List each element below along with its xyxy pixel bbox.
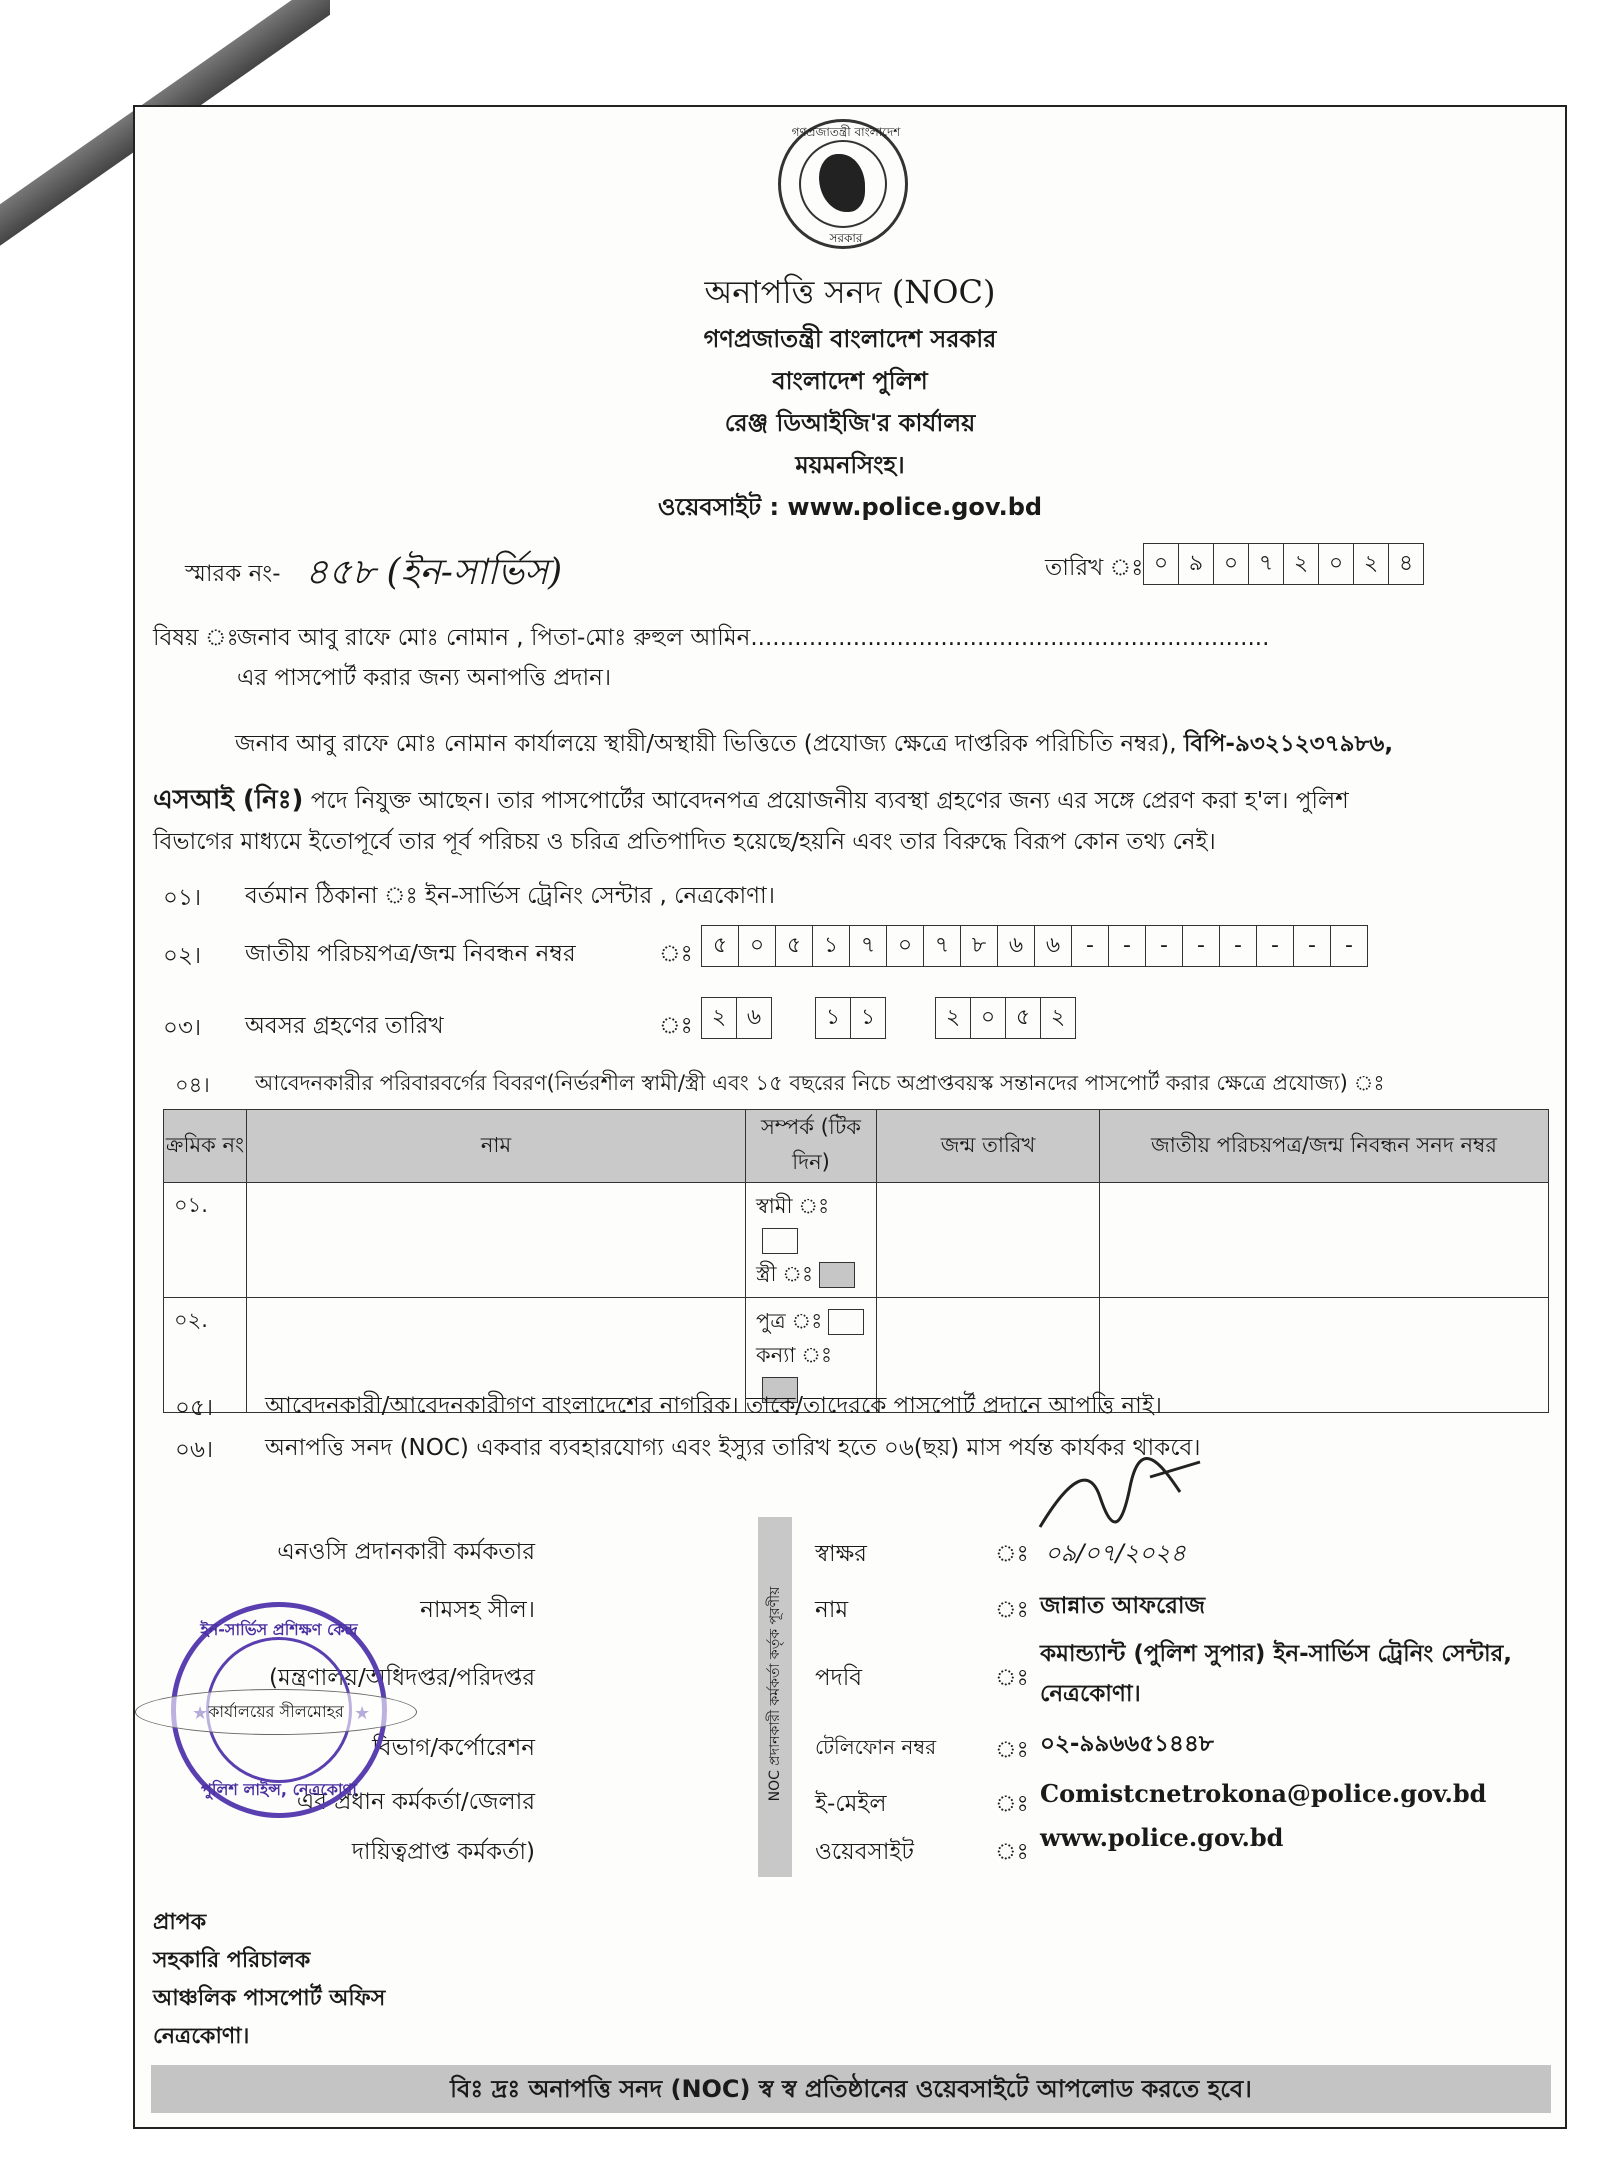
para-line-3: বিভাগের মাধ্যমে ইতোপূর্বে তার পূর্ব পরিচয় ও চরিত্র প্রতিপাদিত হয়েছে/হয়নি এবং তার বিরুদ্ধে বিরূপ কোন তথ্য নেই। xyxy=(153,829,1216,855)
family-table xyxy=(163,1109,1549,1413)
officer-designation-2: নেত্রকোণা। xyxy=(1040,1681,1141,1707)
husband-checkbox[interactable] xyxy=(762,1228,798,1254)
officer-left-3: (মন্ত্রণালয়/অধিদপ্তর/পরিদপ্তর xyxy=(269,1665,535,1691)
table-row xyxy=(164,1183,1549,1298)
name-label: নাম xyxy=(815,1597,849,1623)
item-4-number: ০৪। xyxy=(175,1073,210,1097)
col-relation: সম্পর্ক (টিক দিন) xyxy=(746,1110,877,1183)
memo-label: স্মারক নং- xyxy=(185,561,281,587)
nid-label: জাতীয় পরিচয়পত্র/জন্ম নিবন্ধন নম্বর xyxy=(245,941,576,967)
email-colon: ঃ xyxy=(995,1791,1029,1817)
officer-left-2: নামসহ সীল। xyxy=(420,1597,535,1623)
website-label: ওয়েবসাইট xyxy=(815,1839,914,1865)
retirement-day: ২ ৬ xyxy=(701,997,772,1039)
emblem-ring-top: গণপ্রজাতন্ত্রী বাংলাদেশ xyxy=(791,125,901,139)
officer-left-6: দায়িত্বপ্রাপ্ত কর্মকর্তা) xyxy=(351,1839,535,1865)
col-nid: জাতীয় পরিচয়পত্র/জন্ম নিবন্ধন সনদ নম্বর xyxy=(1100,1110,1549,1183)
present-address: বর্তমান ঠিকানা ঃ ইন-সার্ভিস ট্রেনিং সেন্টার , নেত্রকোণা। xyxy=(245,883,775,909)
gov-name: গণপ্রজাতন্ত্রী বাংলাদেশ সরকার xyxy=(703,325,997,353)
officer-telephone: ০২-৯৯৬৬৫১৪৪৮ xyxy=(1040,1731,1214,1757)
item-3-number: ০৩। xyxy=(163,1015,202,1041)
officer-email[interactable]: Comistcnetrokona@police.gov.bd xyxy=(1040,1779,1487,1808)
citizenship-statement: আবেদনকারী/আবেদনকারীগণ বাংলাদেশের নাগরিক। তাকে/তাদেরকে পাসপোর্ট প্রদানে আপত্তি নাই। xyxy=(265,1393,1163,1419)
noc-document xyxy=(133,105,1567,2129)
vertical-note: NOC প্রদানকারী কর্মকর্তা কর্তৃক পূরণীয় xyxy=(767,1586,783,1802)
seal-label: কার্যালয়ের সীলমোহর xyxy=(135,1689,417,1735)
designation-label: পদবি xyxy=(815,1665,863,1691)
telephone-label: টেলিফোন নম্বর xyxy=(815,1735,937,1759)
nid-boxes: ৫ ০ ৫ ১ ৭ ০ ৭ ৮ ৬ ৬ - - - - - - - - xyxy=(701,925,1368,967)
item-1-number: ০১। xyxy=(163,885,202,911)
signature-scribble xyxy=(1030,1457,1210,1547)
col-name: নাম xyxy=(247,1110,746,1183)
officer-website[interactable]: www.police.gov.bd xyxy=(1040,1823,1284,1852)
family-details-label: আবেদনকারীর পরিবারবর্গের বিবরণ(নির্ভরশীল স্বামী/স্ত্রী এবং ১৫ বছরের নিচে অপ্রাপ্তবয়স্ক সন্তানদের পাসপোর্ট করার ক্ষেত্রে প্রযোজ্য) ঃ xyxy=(255,1071,1385,1095)
government-emblem xyxy=(778,119,908,249)
row-birthdate-cell[interactable] xyxy=(877,1183,1100,1298)
item-6-number: ০৬। xyxy=(175,1437,214,1463)
vertical-note-bar xyxy=(758,1517,792,1877)
memo-number: ৪৫৮ (ইন-সার্ভিস) xyxy=(305,552,563,593)
para-line-1: জনাব আবু রাফে মোঃ নোমান কার্যালয়ে স্থায়ী/অস্থায়ী ভিত্তিতে (প্রযোজ্য ক্ষেত্রে দাপ্তরিক পরিচিতি নম্বর), বিপি-৯৩২১২৩৭৯৮৬, xyxy=(235,731,1394,757)
validity-statement: অনাপত্তি সনদ (NOC) একবার ব্যবহারযোগ্য এবং ইস্যুর তারিখ হতে ০৬(ছয়) মাস পর্যন্ত কার্যকর থাকবে। xyxy=(265,1435,1201,1461)
seal-top-text: ইন-সার্ভিস প্রশিক্ষণ কেন্দ্র xyxy=(200,1620,358,1639)
row-relation-cell: স্বামী ঃ স্ত্রী ঃ xyxy=(746,1183,877,1298)
website-colon: ঃ xyxy=(995,1839,1029,1865)
signature-colon: ঃ xyxy=(995,1541,1029,1567)
recipient-1: প্রাপক xyxy=(153,1910,207,1935)
retirement-year: ২ ০ ৫ ২ xyxy=(935,997,1076,1039)
wife-checkbox[interactable] xyxy=(819,1262,855,1288)
date-boxes: ০ ৯ ০ ৭ ২ ০ ২ ৪ xyxy=(1143,543,1424,585)
signature-date: ০৯/০৭/২০২৪ xyxy=(1045,1539,1186,1567)
subject-line-1: জনাব আবু রাফে মোঃ নোমান , পিতা-মোঃ রুহুল আমিন....................................................................... xyxy=(237,625,1270,651)
office-name: রেঞ্জ ডিআইজি'র কার্যালয় xyxy=(724,409,976,437)
subject-line-2: এর পাসপোর্ট করার জন্য অনাপত্তি প্রদান। xyxy=(237,665,612,691)
name-colon: ঃ xyxy=(995,1597,1029,1623)
row-relation-cell: পুত্র ঃ কন্যা ঃ xyxy=(746,1298,877,1413)
doc-title: অনাপত্তি সনদ (NOC) xyxy=(704,273,996,311)
recipient-3: আঞ্চলিক পাসপোর্ট অফিস xyxy=(153,1986,386,2011)
nid-colon: ঃ xyxy=(659,941,693,967)
date-label: তারিখ ঃ xyxy=(1045,555,1144,581)
header-website: ওয়েবসাইট : www.police.gov.bd xyxy=(657,493,1043,521)
designation-colon: ঃ xyxy=(995,1665,1029,1691)
seal-bottom-text: পুলিশ লাইন্স, নেত্রকোণা xyxy=(201,1780,357,1799)
recipient-2: সহকারি পরিচালক xyxy=(153,1948,311,1973)
row-serial: ০২. xyxy=(164,1298,247,1413)
row-name-cell[interactable] xyxy=(247,1183,746,1298)
officer-designation: কমান্ড্যান্ট (পুলিশ সুপার) ইন-সার্ভিস ট্রেনিং সেন্টার, xyxy=(1040,1641,1513,1667)
footer-note: বিঃ দ্রঃ অনাপত্তি সনদ (NOC) স্ব স্ব প্রতিষ্ঠানের ওয়েবসাইটে আপলোড করতে হবে। xyxy=(151,2065,1551,2113)
officer-name: জান্নাত আফরোজ xyxy=(1040,1593,1206,1619)
row-serial: ০১. xyxy=(164,1183,247,1298)
telephone-colon: ঃ xyxy=(995,1737,1029,1763)
retirement-month: ১ ১ xyxy=(815,997,886,1039)
para-line-2: এসআই (নিঃ) পদে নিযুক্ত আছেন। তার পাসপোর্টের আবেদনপত্র প্রয়োজনীয় ব্যবস্থা গ্রহণের জন্য এর সঙ্গে প্রেরণ করা হ'ল। পুলিশ xyxy=(153,785,1349,815)
dept-name: বাংলাদেশ পুলিশ xyxy=(772,367,928,395)
table-header-row xyxy=(164,1110,1549,1183)
officer-left-1: এনওসি প্রদানকারী কর্মকতার xyxy=(277,1539,535,1565)
col-birthdate: জন্ম তারিখ xyxy=(877,1110,1100,1183)
signature-label: স্বাক্ষর xyxy=(815,1541,867,1567)
officer-left-4: বিভাগ/কর্পোরেশন xyxy=(372,1735,535,1761)
office-location: ময়মনসিংহ। xyxy=(795,451,905,479)
recipient-4: নেত্রকোণা। xyxy=(153,2024,250,2049)
retirement-colon: ঃ xyxy=(659,1013,693,1039)
row-nid-cell[interactable] xyxy=(1100,1298,1549,1413)
emblem-ring-bottom: সরকার xyxy=(829,231,863,245)
son-checkbox[interactable] xyxy=(828,1309,864,1335)
item-2-number: ০২। xyxy=(163,943,202,969)
item-5-number: ০৫। xyxy=(175,1395,214,1421)
col-serial: ক্রমিক নং xyxy=(164,1110,247,1183)
retirement-label: অবসর গ্রহণের তারিখ xyxy=(245,1013,444,1039)
officer-left-5: এর প্রধান কর্মকর্তা/জেলার xyxy=(296,1789,535,1815)
row-nid-cell[interactable] xyxy=(1100,1183,1549,1298)
subject-label: বিষয় ঃ xyxy=(153,625,239,651)
email-label: ই-মেইল xyxy=(815,1791,887,1817)
